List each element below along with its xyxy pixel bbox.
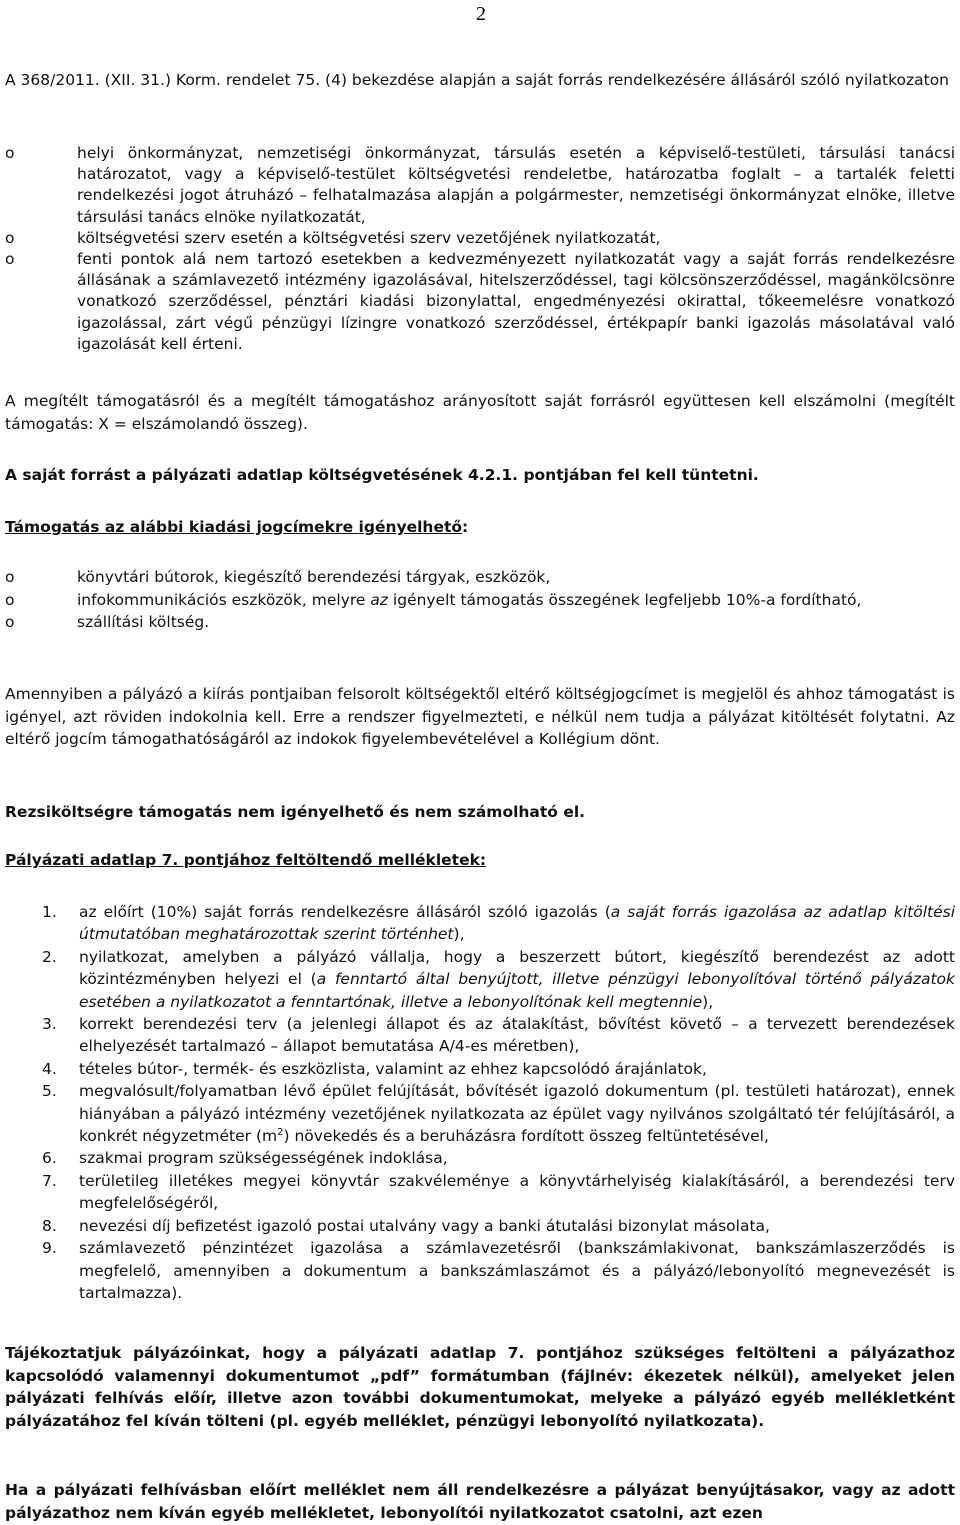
eligible-heading-line xyxy=(5,516,955,539)
attachments-list-block xyxy=(5,901,955,1304)
list-item xyxy=(5,1080,955,1147)
attachment-text-c: ), xyxy=(702,992,714,1011)
list-item xyxy=(5,1013,955,1058)
eligible-heading-colon: : xyxy=(462,518,469,536)
intro-paragraph xyxy=(5,69,955,92)
eligible-list xyxy=(5,566,955,634)
attachment-text: területileg illetékes megyei könyvtár szakvéleménye a könyvtárhelyiség kialakításáról, a berendezési terv megfelelőségéről, xyxy=(79,1171,955,1213)
item-number: 2. xyxy=(42,947,57,966)
attachment-text-c: ), xyxy=(453,925,465,944)
intro-text-a: A 368/2011. (XII. 31.) Korm. rendelet 75. xyxy=(5,71,326,89)
attachment-text-a: megvalósult/folyamatban lévő épület felújítását, bővítését igazoló dokumentum (pl. testületi határozat), ennek hiányában a pályázó intézmény vezetőjének nyilatkozata az épület vagy nyilvános szolgáltató tér felújításáról, a konkrét négyzetméter (m xyxy=(79,1082,955,1146)
declaration-list-block xyxy=(5,143,955,355)
eligible-list-block xyxy=(5,566,955,634)
own-source-note: A saját forrást a pályázati adatlap költségvetésének 4.2.1. pontjában fel kell tüntetni. xyxy=(5,466,759,484)
eligible-item-text: könyvtári bútorok, kiegészítő berendezési tárgyak, eszközök, xyxy=(77,568,551,586)
attachment-text: szakmai program szükségességének indoklása, xyxy=(79,1149,448,1168)
bullet-icon: o xyxy=(5,590,15,609)
list-item xyxy=(5,1170,955,1215)
bullet-icon: o xyxy=(5,250,15,269)
eligible-item-text-c: igényelt támogatás összegének legfeljebb 10%-a fordítható, xyxy=(388,590,862,609)
bullet-icon: o xyxy=(5,613,15,631)
eligible-item-text: szállítási költség. xyxy=(77,613,210,631)
list-item xyxy=(5,946,955,1013)
list-item xyxy=(5,1147,955,1169)
bullet-icon: o xyxy=(5,144,15,162)
list-item xyxy=(5,589,955,612)
attachment-text-b: a saját forrás igazolása az adatlap kitöltési útmutatóban meghatározottak szerint történhet xyxy=(79,903,955,944)
attachment-text: nevezési díj befizetést igazoló postai utalvány vagy a banki átutalási bizonylat másolata, xyxy=(79,1216,770,1235)
declaration-list xyxy=(5,143,955,355)
item-number: 5. xyxy=(42,1082,57,1101)
eligible-heading: Támogatás az alábbi kiadási jogcímekre igényelhető xyxy=(5,518,463,536)
attachment-text-a: nyilatkozat, amelyben a pályázó vállalja, hogy a beszerzett bútort, kiegészítő berendezést az adott közintézményben helyezi el ( xyxy=(79,947,955,989)
item-number: 1. xyxy=(42,903,57,921)
list-item xyxy=(5,228,955,249)
attachments-heading: Pályázati adatlap 7. pontjához feltöltendő mellékletek: xyxy=(5,851,487,869)
list-item xyxy=(5,901,955,946)
final-paragraph: Ha a pályázati felhívásban előírt melléklet nem áll rendelkezésre a pályázat benyújtásakor, vagy az adott pályázathoz nem kíván egyéb mellékletet, lebonyolítói nyilatkozatot csatolni, azt ezen xyxy=(5,1481,955,1522)
eligible-item-text-a: infokommunikációs eszközök, melyre xyxy=(77,590,371,609)
item-number: 3. xyxy=(42,1015,57,1034)
other-costs-paragraph: Amennyiben a pályázó a kiírás pontjaiban felsorolt költségektől eltérő költségjogcímet is megjelöl és ahhoz támogatást is igényel, azt röviden indokolnia kell. Erre a rendszer figyelmezteti, e nélkül nem tudja a pályázat kitöltését folytatni. Az eltérő jogcím támogathatóságáról az indokok figyelembevételével a Kollégium dönt. xyxy=(5,685,955,748)
attachment-text-a: az előírt (10%) saját forrás rendelkezésre állásáról szóló igazolás ( xyxy=(79,903,611,921)
intro-text-b: (4) bekezdése alapján a saját forrás rendelkezésére állásáról szóló nyilatkozaton xyxy=(325,71,949,89)
item-number: 6. xyxy=(42,1149,57,1168)
superscript-two: 2 xyxy=(277,1126,284,1138)
item-number: 7. xyxy=(42,1171,57,1190)
item-number: 8. xyxy=(42,1216,57,1235)
list-item xyxy=(5,611,955,634)
info-paragraph: Tájékoztatjuk pályázóinkat, hogy a pályázati adatlap 7. pontjához szükséges feltölteni a pályázathoz kapcsolódó valamennyi dokumentumot „pdf” formátumban (fájlnév: ékezetek nélkül), amelyeket jelen pályázati felhívás előír, illetve azon további dokumentumokat, melyeke a pályázó egyéb mellékletként pályázatához fel kíván tölteni (pl. egyéb melléklet, pénzügyi lebonyolító nyilatkozata). xyxy=(5,1344,955,1430)
list-item xyxy=(5,1237,955,1304)
overhead-note: Rezsiköltségre támogatás nem igényelhető és nem számolható el. xyxy=(5,803,586,821)
list-item xyxy=(5,249,955,355)
attachment-text-b: ) növekedés és a beruházásra fordított összeg feltüntetésével, xyxy=(283,1127,769,1146)
settlement-paragraph: A megítélt támogatásról és a megítélt támogatáshoz arányosított saját forrásról együttesen kell elszámolni (megítélt támogatás: X = elszámolandó összeg). xyxy=(5,392,955,433)
declaration-text: fenti pontok alá nem tartozó esetekben a kedvezményezett nyilatkozatát vagy a saját forrás rendelkezésre állásának a számlavezető intézmény igazolásával, hitelszerződéssel, tagi kölcsönszerződéssel, magánkölcsönre vonatkozó szerződéssel, pénztári kiadási bizonylattal, engedményezési okirattal, tőkeemelésre vonatkozó igazolással, zárt végű pénzügyi lízingre vonatkozó szerződéssel, értékpapír banki igazolás másolatával való igazolását kell érteni. xyxy=(77,250,955,353)
item-number: 4. xyxy=(42,1059,57,1078)
list-item xyxy=(5,1215,955,1237)
attachments-list xyxy=(5,901,955,1304)
item-number: 9. xyxy=(42,1239,57,1258)
list-item xyxy=(5,1058,955,1080)
bullet-icon: o xyxy=(5,228,15,247)
eligible-item-text-b: az xyxy=(370,590,388,609)
attachment-text: tételes bútor-, termék- és eszközlista, valamint az ehhez kapcsolódó árajánlatok, xyxy=(79,1059,707,1078)
declaration-text: költségvetési szerv esetén a költségvetési szerv vezetőjének nyilatkozatát, xyxy=(77,228,661,247)
attachment-text: számlavezető pénzintézet igazolása a számlavezetésről (bankszámlakivonat, bankszámlaszerződés is megfelelő, amennyiben a dokumentum a bankszámlaszámot és a pályázó/lebonyolító megnevezését is tartalmazza). xyxy=(79,1239,955,1302)
attachment-text-b: a fenntartó által benyújtott, illetve pénzügyi lebonyolítóval történő pályázatok esetében a nyilatkozatot a fenntartónak, illetve a lebonyolítónak kell megtennie xyxy=(79,970,955,1011)
list-item xyxy=(5,143,955,228)
bullet-icon: o xyxy=(5,568,15,586)
attachment-text: korrekt berendezési terv (a jelenlegi állapot és az átalakítást, bővítést követő – a tervezett berendezések elhelyezését tartalmazó – állapot bemutatása A/4-es méretben), xyxy=(79,1015,955,1056)
declaration-text: helyi önkormányzat, nemzetiségi önkormányzat, társulás esetén a képviselő-testületi, társulási tanácsi határozatot, vagy a képviselő-testület költségvetési rendeletbe, határozatba foglalt – a tartalék feletti rendelkezési jogot átruházó – felhatalmazása alapján a polgármester, nemzetiségi önkormányzat elnöke, illetve társulási tanács elnöke nyilatkozatát, xyxy=(77,144,955,226)
list-item xyxy=(5,566,955,589)
page-number: 2 xyxy=(476,3,486,25)
